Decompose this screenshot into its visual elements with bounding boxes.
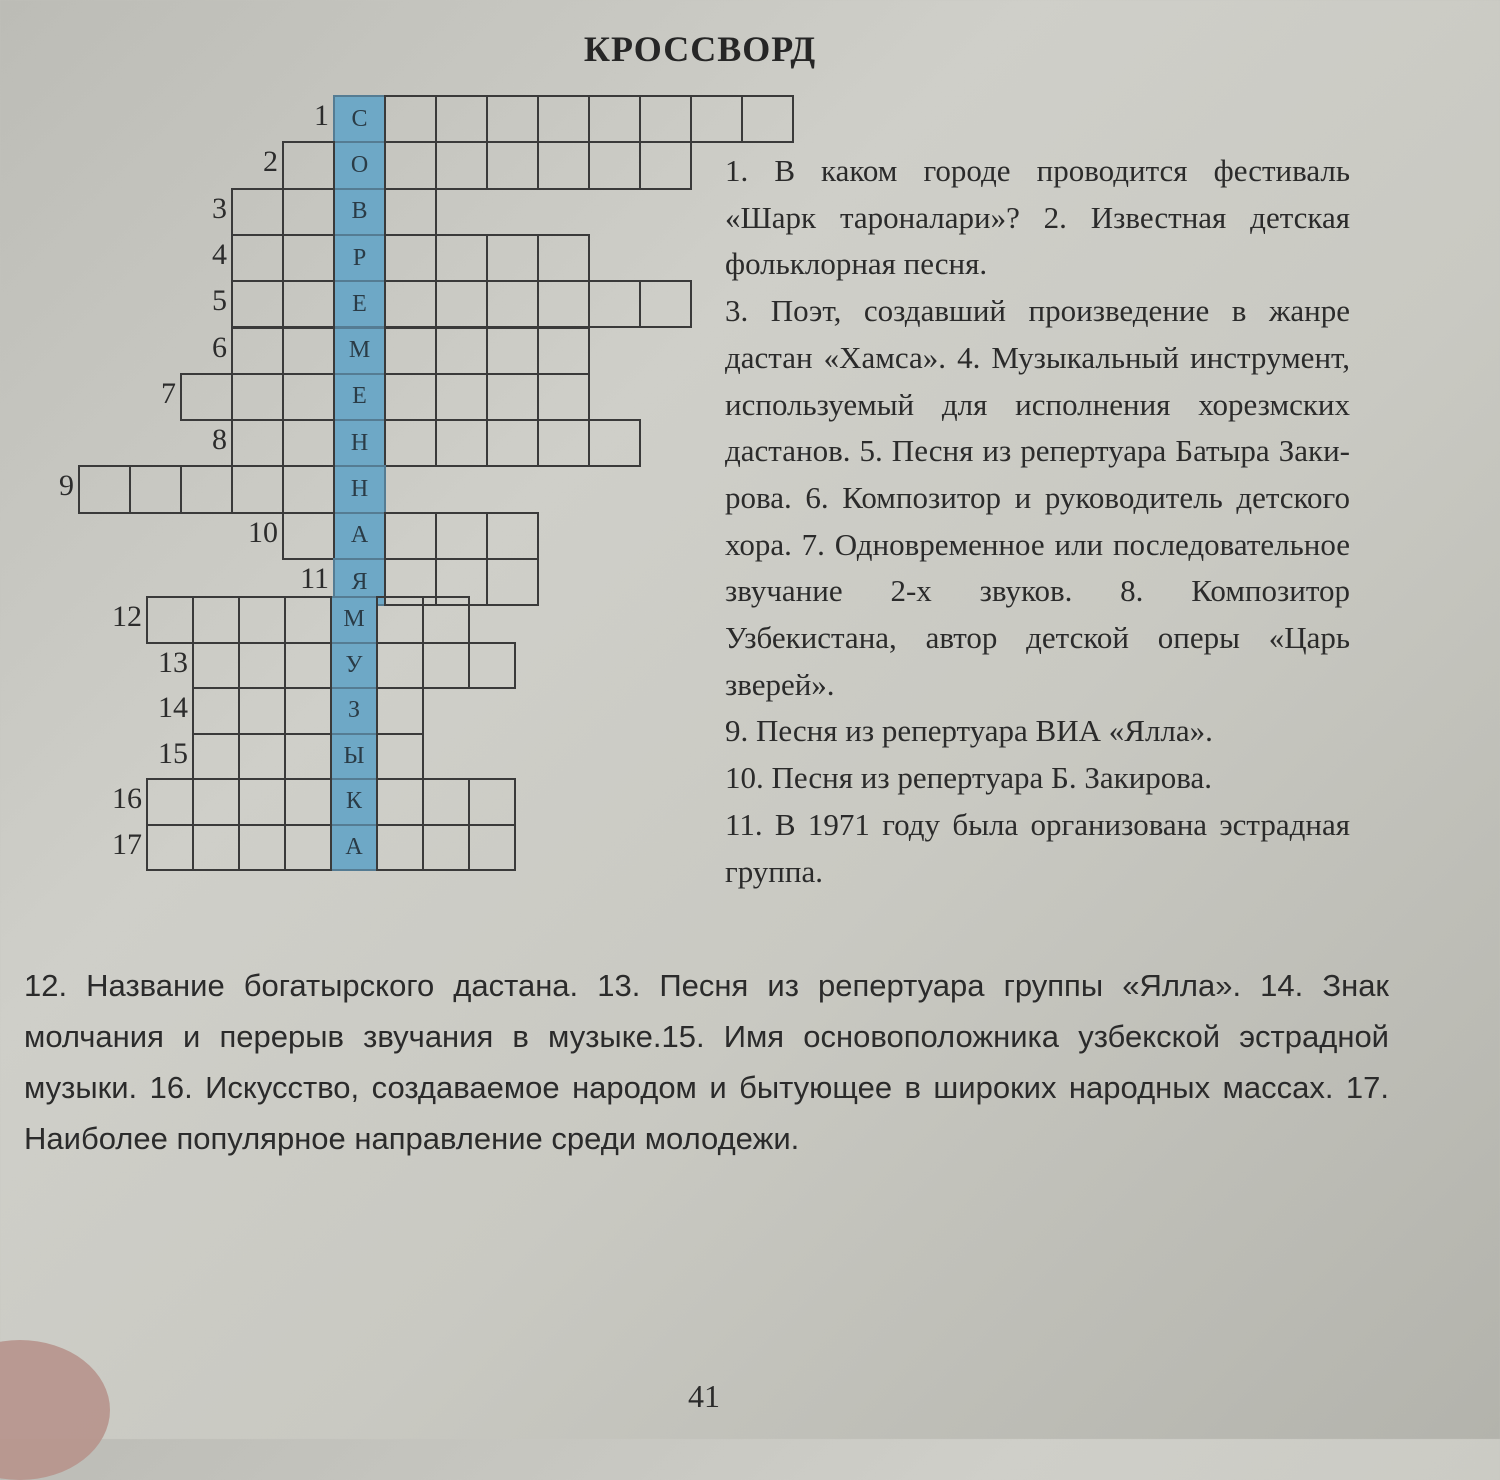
crossword-cell[interactable] [486, 327, 539, 375]
crossword-cell[interactable] [422, 596, 470, 644]
crossword-cell[interactable] [78, 465, 131, 513]
crossword-cell[interactable] [537, 327, 590, 375]
crossword-cell[interactable] [435, 95, 488, 143]
crossword-cell[interactable] [238, 733, 286, 781]
key-letter-cell: В [333, 188, 386, 236]
key-letter-cell: Е [333, 280, 386, 328]
clue-number: 13 [158, 645, 188, 679]
crossword-cell[interactable] [588, 280, 641, 328]
crossword-cell[interactable] [284, 778, 332, 826]
crossword-cell[interactable] [180, 465, 233, 513]
crossword-cell[interactable] [282, 419, 335, 467]
crossword-cell[interactable] [384, 327, 437, 375]
key-letter-cell: Н [333, 419, 386, 467]
crossword-cell[interactable] [284, 824, 332, 872]
crossword-cell[interactable] [537, 419, 590, 467]
crossword-cell[interactable] [284, 642, 332, 690]
crossword-cell[interactable] [537, 95, 590, 143]
key-letter-cell: О [333, 141, 386, 189]
crossword-cell[interactable] [384, 280, 437, 328]
crossword-cell[interactable] [376, 733, 424, 781]
crossword-cell[interactable] [435, 234, 488, 282]
crossword-cell[interactable] [486, 141, 539, 189]
clue-number: 5 [212, 284, 227, 318]
crossword-cell[interactable] [435, 280, 488, 328]
key-letter-cell: А [333, 512, 386, 560]
clue-block: 10. Песня из репертуара Б. Закирова. [725, 760, 1213, 796]
key-letter-cell: У [330, 642, 378, 690]
crossword-cell[interactable] [486, 280, 539, 328]
crossword-cell[interactable] [384, 419, 437, 467]
clue-number: 10 [248, 515, 278, 549]
clue-number: 7 [161, 376, 176, 410]
crossword-cell[interactable] [192, 642, 240, 690]
key-letter-cell: К [330, 778, 378, 826]
crossword-cell[interactable] [486, 373, 539, 421]
clue-number: 11 [300, 562, 329, 595]
crossword-cell[interactable] [384, 95, 437, 143]
clue-number: 17 [112, 827, 142, 861]
crossword-cell[interactable] [639, 141, 692, 189]
crossword-cell[interactable] [486, 95, 539, 143]
crossword-cell[interactable] [284, 687, 332, 735]
crossword-cell[interactable] [284, 596, 332, 644]
crossword-cell[interactable] [435, 141, 488, 189]
clue-block: 1. В каком городе проводится фестиваль «Шарк тароналари»? 2. Известная детская фольклорная песня. [725, 153, 1350, 282]
crossword-cell[interactable] [231, 373, 284, 421]
key-letter-cell: Я [333, 558, 386, 606]
crossword-cell[interactable] [486, 512, 539, 560]
crossword-cell[interactable] [537, 141, 590, 189]
clues-right [725, 148, 1350, 895]
crossword-cell[interactable] [238, 642, 286, 690]
crossword-cell[interactable] [435, 327, 488, 375]
crossword-cell[interactable] [588, 141, 641, 189]
crossword-cell[interactable] [238, 687, 286, 735]
crossword-cell[interactable] [422, 642, 470, 690]
clue-number: 12 [112, 600, 142, 633]
clue-block: 11. В 1971 году была организована эстрадная группа. [725, 806, 1350, 889]
crossword-cell[interactable] [129, 465, 182, 513]
crossword-cell[interactable] [192, 687, 240, 735]
crossword-cell[interactable] [384, 188, 437, 236]
clue-number: 1 [314, 99, 329, 132]
crossword-cell[interactable] [284, 733, 332, 781]
crossword-cell[interactable] [238, 778, 286, 826]
crossword-cell[interactable] [282, 512, 335, 560]
crossword-cell[interactable] [384, 512, 437, 560]
crossword-cell[interactable] [384, 234, 437, 282]
crossword-cell[interactable] [537, 373, 590, 421]
crossword-cell[interactable] [468, 824, 516, 872]
crossword-cell[interactable] [231, 280, 284, 328]
key-letter-cell: М [333, 327, 386, 375]
clue-number: 9 [59, 469, 74, 503]
crossword-cell[interactable] [231, 234, 284, 282]
key-letter-cell: С [333, 95, 386, 143]
page-title: КРОССВОРД [583, 29, 817, 69]
crossword-cell[interactable] [376, 642, 424, 690]
crossword-cell[interactable] [282, 188, 335, 236]
crossword-cell[interactable] [238, 596, 286, 644]
finger-shadow [0, 1340, 110, 1480]
crossword-cell[interactable] [146, 596, 194, 644]
clue-number: 16 [112, 782, 142, 815]
key-letter-cell: З [330, 687, 378, 735]
crossword-cell[interactable] [422, 824, 470, 872]
crossword-cell[interactable] [231, 327, 284, 375]
crossword-cell[interactable] [537, 280, 590, 328]
key-letter-cell: Р [333, 234, 386, 282]
crossword-grid [0, 0, 820, 900]
key-letter-cell: М [330, 596, 378, 644]
crossword-cell[interactable] [376, 778, 424, 826]
crossword-cell[interactable] [146, 778, 194, 826]
crossword-cell[interactable] [435, 373, 488, 421]
crossword-cell[interactable] [486, 234, 539, 282]
crossword-cell[interactable] [180, 373, 233, 421]
crossword-cell[interactable] [231, 419, 284, 467]
clue-block: 3. Поэт, создавший произведение в жанре дастан «Хамса». 4. Музыкальный инструмент, используемый для исполнения хорезмских дастанов. 5. Песня из репертуара Батыра Закирова. 6. Композитор и руководитель детского хора. 7. Одновременное или последовательное звучание 2-х звуков. 8. Композитор Узбекистана, автор детской оперы «Царь зверей». [725, 293, 1350, 702]
crossword-cell[interactable] [639, 95, 692, 143]
crossword-cell[interactable] [537, 234, 590, 282]
crossword-cell[interactable] [588, 95, 641, 143]
page-number: 41 [688, 1378, 720, 1414]
crossword-cell[interactable] [639, 280, 692, 328]
crossword-cell[interactable] [384, 373, 437, 421]
crossword-cell[interactable] [741, 95, 794, 143]
clue-number: 6 [212, 330, 227, 364]
crossword-cell[interactable] [384, 141, 437, 189]
clue-block: 9. Песня из репертуара ВИА «Ялла». [725, 713, 1213, 749]
crossword-cell[interactable] [282, 280, 335, 328]
crossword-cell[interactable] [435, 419, 488, 467]
crossword-cell[interactable] [690, 95, 743, 143]
crossword-cell[interactable] [192, 733, 240, 781]
crossword-cell[interactable] [192, 824, 240, 872]
crossword-cell[interactable] [468, 778, 516, 826]
crossword-cell[interactable] [486, 419, 539, 467]
key-letter-cell: Е [333, 373, 386, 421]
crossword-cell[interactable] [486, 558, 539, 606]
crossword-cell[interactable] [282, 327, 335, 375]
clue-number: 8 [212, 423, 227, 457]
crossword-cell[interactable] [435, 512, 488, 560]
crossword-cell[interactable] [282, 234, 335, 282]
clue-number: 15 [158, 736, 188, 770]
crossword-cell[interactable] [588, 419, 641, 467]
crossword-cell[interactable] [231, 188, 284, 236]
clue-number: 14 [158, 691, 188, 724]
key-letter-cell: А [330, 824, 378, 872]
crossword-cell[interactable] [376, 596, 424, 644]
crossword-cell[interactable] [146, 824, 194, 872]
clues-bottom: 12. Название богатырского дастана. 13. Песня из репертуара группы «Ялла». 14. Знак молчания и перерыв звучания в музыке.15. Имя основоположника узбекской эстрадной музыки. 16. Искусство, создаваемое народом и бытующее в широких народных массах. 17. Наиболее популярное направление среди молодежи. [24, 968, 1389, 1156]
crossword-cell[interactable] [238, 824, 286, 872]
key-letter-cell: Ы [330, 733, 378, 781]
crossword-cell[interactable] [282, 465, 335, 513]
crossword-cell[interactable] [376, 824, 424, 872]
clue-number: 4 [212, 237, 227, 271]
crossword-cell[interactable] [422, 778, 470, 826]
crossword-cell[interactable] [376, 687, 424, 735]
crossword-cell[interactable] [231, 465, 284, 513]
crossword-cell[interactable] [192, 778, 240, 826]
crossword-cell[interactable] [468, 642, 516, 690]
clue-number: 3 [212, 191, 227, 225]
clue-number: 2 [263, 145, 278, 179]
crossword-cell[interactable] [282, 141, 335, 189]
crossword-cell[interactable] [192, 596, 240, 644]
key-letter-cell: Н [333, 465, 386, 513]
crossword-cell[interactable] [282, 373, 335, 421]
